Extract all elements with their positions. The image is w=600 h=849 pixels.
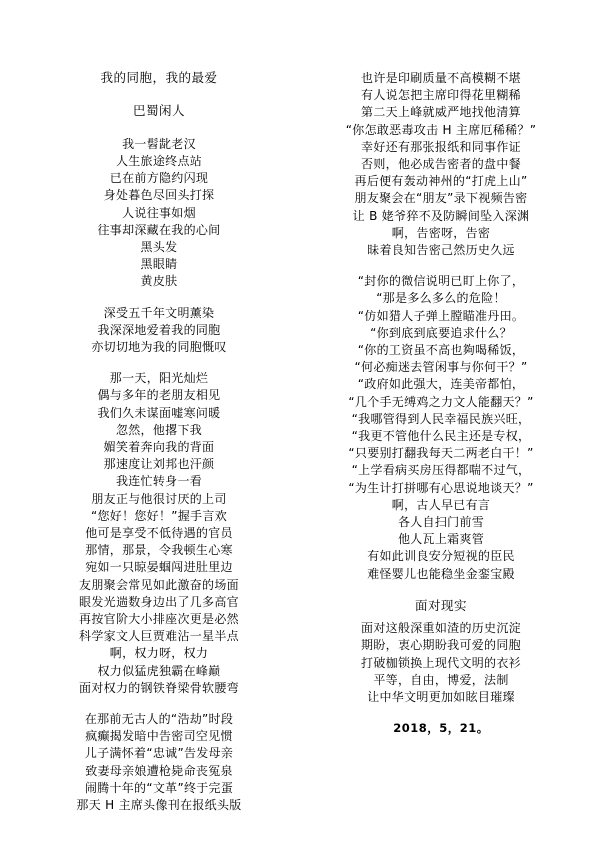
poem-line: “政府如此强大，连美帝都怕， bbox=[357, 377, 525, 392]
poem-line: “你怎敢恶毒攻击 H 主席厄稀稀？” bbox=[345, 122, 537, 137]
poem-line: 宛如一只晾晏蝈闯进肚里边 bbox=[85, 560, 233, 575]
stanza bbox=[310, 273, 572, 583]
two-column-layout bbox=[28, 70, 572, 814]
poem-line: 昧着良知告密己然历史久远 bbox=[367, 243, 515, 258]
poem-line: “你到底到底要追求什么？ bbox=[370, 325, 512, 340]
stanza bbox=[28, 370, 290, 697]
poem-line: “为生计打拼哪有心思说地谈天？” bbox=[348, 480, 534, 495]
poem-line: 黄皮肤 bbox=[140, 274, 178, 289]
publication-date: 2018，5，21。 bbox=[393, 721, 489, 736]
poem-line: 身处暮色尽回头打探 bbox=[103, 188, 215, 203]
poem-line: 权力似猛虎独霸在峰巅 bbox=[97, 663, 221, 678]
poem-line: 否则，他必成告密者的盘中餐 bbox=[361, 157, 521, 172]
poem-line: 人生旅途终点站 bbox=[115, 153, 203, 168]
poem-line: 眼发光遄数身边出了几多高官 bbox=[79, 594, 239, 609]
poem-line: 那一天，阳光灿烂 bbox=[109, 371, 209, 386]
right-column bbox=[310, 70, 572, 737]
poem-line: 有如此训良安分短视的臣民 bbox=[367, 549, 515, 564]
poem-line: 他可是享受不低待遇的官员 bbox=[85, 526, 233, 541]
poem-line: 让中华文明更加如眩目璀璨 bbox=[367, 689, 515, 704]
poem-line: “您好！您好！”握手言欢 bbox=[90, 508, 228, 523]
poem-line: 往事却深藏在我的心间 bbox=[97, 222, 221, 237]
stanza bbox=[310, 70, 572, 259]
poem-line: 疯癫揭发暗中告密司空见惯 bbox=[85, 729, 233, 744]
poem-line: 打破枷锁换上现代文明的衣衫 bbox=[361, 655, 521, 670]
poem-line: “我更不管他什么民主还是专权， bbox=[351, 429, 531, 444]
section-heading: 面对现实 bbox=[414, 597, 467, 613]
poem-line: 我连忙转身一看 bbox=[115, 474, 203, 489]
poem-line: 媚笑着奔向我的背面 bbox=[103, 440, 215, 454]
poem-line: 朋友正与他很讨厌的上司 bbox=[91, 491, 227, 506]
poem-line: 我们久未谋面嘘寒问暖 bbox=[97, 405, 221, 420]
poem-line: 啊，古人早已有言 bbox=[391, 497, 491, 512]
poem-line: 各人自扫门前雪 bbox=[397, 515, 485, 530]
poem-line: 在那前无古人的“浩劫”时段 bbox=[84, 712, 234, 727]
poem-line: “几个手无缚鸡之力文人能翻天？” bbox=[348, 394, 534, 409]
poem-line: 有人说怎把主席印得花里糊稀 bbox=[361, 88, 521, 103]
poem-line: 啊，告密呀，告密 bbox=[391, 225, 491, 240]
stanza bbox=[28, 305, 290, 357]
poem-line: 忽然，他撂下我 bbox=[115, 422, 203, 437]
poem-line: 期盼，衷心期盼我可爱的同胞 bbox=[361, 638, 521, 653]
poem-line: “何必痴迷去管闲事与你何干？” bbox=[354, 360, 528, 375]
poem-line: “仿如猎人子弹上膛瞄准丹田。 bbox=[357, 308, 525, 323]
poem-line: 黑头发 bbox=[140, 239, 178, 254]
poem-line: 啊，权力呀，权力 bbox=[109, 646, 209, 661]
poem-line: 深受五千年文明薰染 bbox=[103, 305, 215, 320]
poem-line: “我哪管得到人民幸福民族兴旺， bbox=[351, 411, 531, 426]
poem-line: 再后便有轰动神州的“打虎上山” bbox=[354, 174, 528, 189]
poem-line: 科学家文人巨贾难沾一星半点 bbox=[79, 629, 239, 644]
poem-line: 致妻母亲娘遭枪毙命丧冤泉 bbox=[85, 763, 233, 778]
poem-line: 友朋聚会常见如此激奋的场面 bbox=[79, 577, 239, 592]
poem-line: 那速度让刘邦也汗颜 bbox=[103, 457, 215, 472]
poem-line: “你的工资虽不高也夠喝稀饭， bbox=[357, 343, 525, 358]
poem-line: 面对这般深重如渣的历史沉淀 bbox=[361, 621, 521, 636]
poem-line: “上学看病买房压得都喘不过气， bbox=[351, 463, 531, 478]
poem-line: 也许是印刷质量不高模糊不堪 bbox=[361, 71, 521, 85]
poem-line: 亦切切地为我的同胞慨叹 bbox=[91, 339, 227, 354]
page-title: 我的同胞，我的最爱 bbox=[100, 70, 218, 85]
poem-line: 再按官阶大小排座次更是必然 bbox=[79, 612, 239, 627]
poem-line: 已在前方隐约闪现 bbox=[109, 171, 209, 186]
poem-line: 人说往事如烟 bbox=[122, 205, 196, 220]
stanza bbox=[28, 136, 290, 291]
poem-line: “那是多么多么的危险！ bbox=[376, 291, 506, 306]
stanza bbox=[28, 711, 290, 814]
poem-line: 难怪婴儿也能稳坐金銮宝殿 bbox=[367, 566, 515, 581]
poem-line: 闹腾十年的“文革”终于完蛋 bbox=[84, 780, 234, 795]
poem-line: 他人瓦上霜爽管 bbox=[397, 532, 485, 547]
poem-line: 幸好还有那张报纸和同事作证 bbox=[361, 139, 521, 154]
poem-line: 面对权力的钢铁脊梁骨软腰弯 bbox=[79, 680, 239, 695]
poem-line: 让 B 姥爷猝不及防瞬间坠入深渊 bbox=[352, 208, 530, 223]
poem-line: “封你的微信说明已盯上你了， bbox=[357, 274, 525, 289]
poem-line: 第二天上峰就威严地找他清算 bbox=[361, 105, 521, 120]
left-column bbox=[28, 70, 290, 814]
author-name: 巴蜀闲人 bbox=[132, 102, 185, 118]
poem-line: 朋友聚会在“朋友”录下视频告密 bbox=[354, 191, 528, 206]
stanza bbox=[310, 597, 572, 706]
poem-line: 平等，自由，博爱，法制 bbox=[373, 672, 509, 687]
poem-line: 黑眼睛 bbox=[140, 257, 178, 272]
poem-line: 那情，那景，令我顿生心寒 bbox=[85, 543, 233, 558]
poem-line: 儿子满怀着“忠诚”告发母亲 bbox=[84, 746, 234, 761]
poem-line: 那天 H 主席头像刊在报纸头版 bbox=[76, 798, 242, 813]
poem-line: 我一髫龀老汉 bbox=[122, 136, 196, 151]
poem-line: 偶与多年的老朋友相见 bbox=[97, 388, 221, 403]
poem-line: 我深深地爱着我的同胞 bbox=[97, 322, 221, 337]
poem-line: “只要别打翻我每天二两老白干！” bbox=[348, 446, 534, 461]
